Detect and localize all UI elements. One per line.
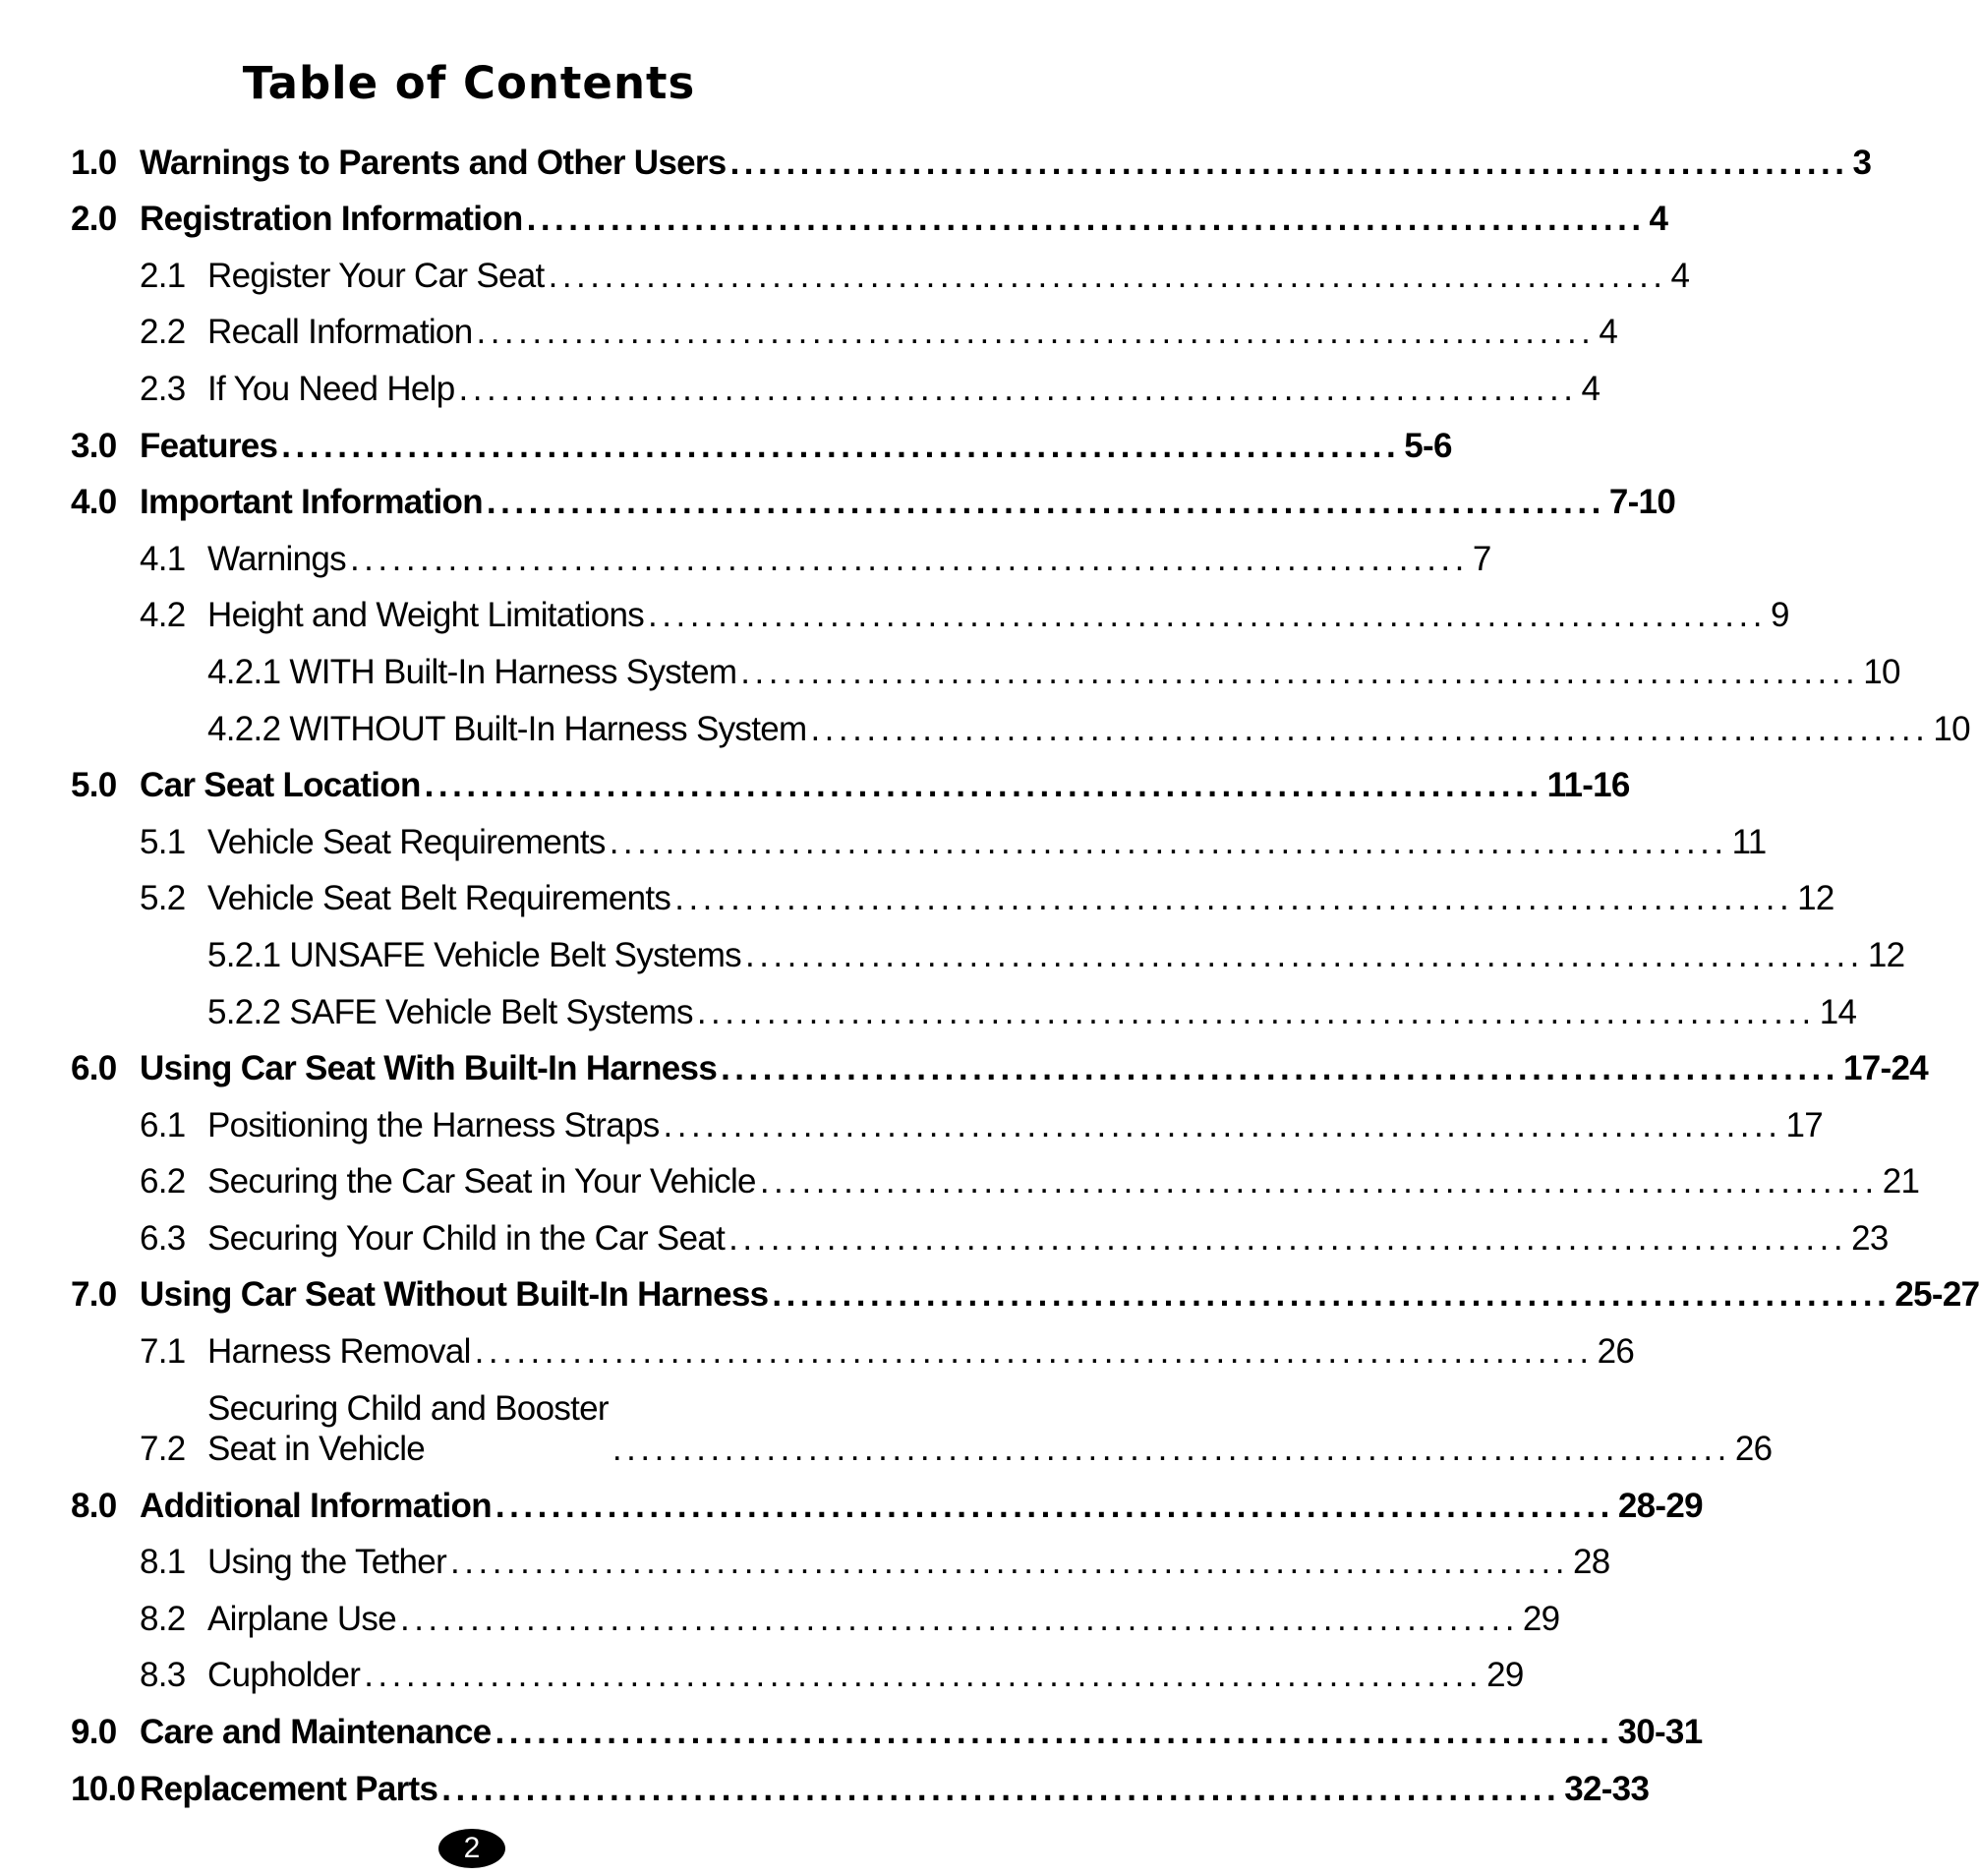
- page-title: Table of Contents: [242, 57, 696, 109]
- dot-leader: ................................................................................: [399, 1599, 1519, 1638]
- dot-leader: ................................................................................: [759, 1162, 1879, 1202]
- dot-leader: ................................................................................: [744, 935, 1864, 974]
- toc-entry-number: 5.1: [140, 822, 186, 861]
- toc-entry-label: WITHOUT Built-In Harness System: [289, 709, 807, 748]
- toc-entry-number: 3.0: [71, 426, 117, 465]
- toc-entry[interactable]: [71, 1752, 1650, 1809]
- dot-leader: ................................................................................: [729, 143, 1849, 182]
- dot-leader: ................................................................................: [611, 1430, 1731, 1469]
- toc-entry-page: 7: [1472, 539, 1491, 578]
- dot-leader: ................................................................................: [349, 539, 1469, 578]
- toc-entry-page: 4: [1581, 369, 1601, 408]
- toc-entry[interactable]: [71, 1202, 1889, 1259]
- toc-entry-page: 25-27: [1894, 1275, 1979, 1315]
- toc-entry-label: Important Information: [140, 483, 483, 522]
- toc-entry[interactable]: [71, 1526, 1610, 1583]
- toc-entry-number: 1.0: [71, 143, 117, 182]
- toc-entry[interactable]: [71, 1032, 1929, 1089]
- dot-leader: ................................................................................: [810, 709, 1930, 748]
- toc-entry-page: 28: [1572, 1543, 1610, 1582]
- toc-entry-page: 7-10: [1608, 483, 1676, 522]
- dot-leader: ................................................................................: [424, 766, 1543, 805]
- toc-entry-label: Cupholder: [207, 1656, 361, 1695]
- dot-leader: ................................................................................: [476, 313, 1596, 352]
- toc-entry-label: SAFE Vehicle Belt Systems: [289, 992, 693, 1031]
- toc-entry-number: 5.2.1: [207, 935, 281, 974]
- toc-entry-page: 9: [1770, 596, 1789, 635]
- toc-entry-page: 12: [1797, 879, 1834, 918]
- toc-entry-page: 32-33: [1564, 1769, 1650, 1808]
- dot-leader: ................................................................................: [609, 822, 1728, 861]
- dot-leader: ................................................................................: [696, 992, 1816, 1031]
- toc-entry-label: Securing Your Child in the Car Seat: [207, 1218, 726, 1258]
- toc-entry-number: 8.3: [140, 1656, 186, 1695]
- toc-entry[interactable]: [71, 635, 1900, 692]
- toc-entry-page: 26: [1734, 1430, 1773, 1469]
- toc-entry-number: 8.1: [140, 1543, 186, 1582]
- toc-entry-label: Warnings: [207, 539, 346, 578]
- toc-entry[interactable]: [71, 975, 1857, 1032]
- toc-entry-page: 21: [1882, 1162, 1920, 1202]
- dot-leader: ................................................................................: [458, 369, 1578, 408]
- toc-entry-number: 6.3: [140, 1218, 186, 1258]
- toc-entry[interactable]: [71, 1695, 1703, 1752]
- dot-leader: ................................................................................: [495, 1713, 1614, 1752]
- dot-leader: ................................................................................: [450, 1543, 1569, 1582]
- dot-leader: ................................................................................: [548, 256, 1667, 295]
- toc-entry-page: 14: [1819, 992, 1857, 1031]
- toc-entry-page: 5-6: [1404, 426, 1452, 465]
- toc-entry-number: 2.2: [140, 313, 186, 352]
- dot-leader: ................................................................................: [728, 1218, 1848, 1258]
- toc-entry-number: 2.1: [140, 256, 186, 295]
- toc-entry-page: 11-16: [1546, 766, 1630, 805]
- toc-entry-label: WITH Built-In Harness System: [289, 652, 737, 691]
- toc-entry-label: Care and Maintenance: [140, 1713, 492, 1752]
- toc-entry-label: Harness Removal: [207, 1332, 471, 1372]
- toc-entry-number: 4.2.2: [207, 709, 281, 748]
- toc-entry[interactable]: [71, 1639, 1524, 1696]
- toc-entry-label: Vehicle Seat Requirements: [207, 822, 606, 861]
- toc-entry[interactable]: [71, 409, 1452, 466]
- toc-entry-number: 9.0: [71, 1713, 117, 1752]
- toc-entry-page: 11: [1731, 822, 1767, 861]
- toc-entry-label: Register Your Car Seat: [207, 256, 545, 295]
- toc-entry-page: 29: [1522, 1599, 1560, 1638]
- toc-entry-label: Replacement Parts: [140, 1769, 438, 1808]
- toc-entry-label: Securing the Car Seat in Your Vehicle: [207, 1162, 756, 1202]
- toc-entry-page: 4: [1670, 256, 1690, 295]
- toc-entry[interactable]: [71, 466, 1676, 523]
- toc-entry-number: 4.2: [140, 596, 186, 635]
- toc-entry-number: 4.2.1: [207, 652, 281, 691]
- table-of-contents: [71, 126, 1979, 1809]
- toc-entry-number: 4.1: [140, 539, 186, 578]
- dot-leader: ................................................................................: [663, 1105, 1782, 1144]
- toc-entry-number: 6.2: [140, 1162, 186, 1202]
- toc-entry-label: [207, 1388, 609, 1469]
- dot-leader: ................................................................................: [740, 652, 1860, 691]
- dot-leader: ................................................................................: [772, 1275, 1892, 1315]
- dot-leader: ................................................................................: [495, 1486, 1614, 1525]
- toc-entry-number: 6.0: [71, 1049, 117, 1088]
- toc-entry[interactable]: [71, 918, 1905, 975]
- dot-leader: ................................................................................: [648, 596, 1767, 635]
- toc-entry-label: Recall Information: [207, 313, 473, 352]
- toc-entry-label: Height and Weight Limitations: [207, 596, 645, 635]
- toc-entry-label-line1: Securing Child and Booster: [207, 1389, 609, 1429]
- toc-entry[interactable]: [71, 126, 1872, 183]
- toc-entry-page: 28-29: [1617, 1486, 1703, 1525]
- toc-entry[interactable]: [71, 352, 1601, 409]
- toc-entry-label: Car Seat Location: [140, 766, 421, 805]
- dot-leader: ................................................................................: [364, 1656, 1484, 1695]
- toc-entry[interactable]: [71, 1259, 1979, 1316]
- toc-entry-label: Registration Information: [140, 200, 523, 239]
- toc-entry-label: If You Need Help: [207, 369, 455, 408]
- toc-entry-label: Features: [140, 426, 278, 465]
- toc-entry-number: 10.0: [71, 1769, 136, 1808]
- toc-entry-label-line2: Seat in Vehicle: [207, 1430, 426, 1469]
- toc-entry[interactable]: [71, 1315, 1635, 1372]
- toc-entry-number: 2.3: [140, 369, 186, 408]
- toc-entry-label: Using the Tether: [207, 1543, 447, 1582]
- dot-leader: ................................................................................: [441, 1769, 1561, 1808]
- dot-leader: ................................................................................: [674, 879, 1794, 918]
- toc-entry-number: 8.0: [71, 1486, 117, 1525]
- toc-entry-label: Vehicle Seat Belt Requirements: [207, 879, 671, 918]
- dot-leader: ................................................................................: [474, 1332, 1594, 1372]
- toc-entry[interactable]: [71, 1372, 1773, 1469]
- toc-entry-label: Positioning the Harness Straps: [207, 1105, 660, 1144]
- toc-entry-number: 5.2.2: [207, 992, 281, 1031]
- toc-entry-label: Using Car Seat Without Built-In Harness: [140, 1275, 769, 1315]
- toc-entry-label: Airplane Use: [207, 1599, 396, 1638]
- toc-entry[interactable]: [71, 522, 1491, 579]
- dot-leader: ................................................................................: [721, 1049, 1840, 1088]
- toc-entry-page: 3: [1852, 143, 1872, 182]
- dot-leader: ................................................................................: [281, 426, 1401, 465]
- toc-entry-number: 8.2: [140, 1599, 186, 1638]
- toc-entry-page: 29: [1486, 1656, 1524, 1695]
- page-number-badge: 2: [438, 1829, 505, 1868]
- toc-entry-page: 10: [1933, 709, 1970, 748]
- toc-entry[interactable]: [71, 1582, 1560, 1639]
- toc-entry-page: 4: [1599, 313, 1618, 352]
- toc-entry-page: 12: [1867, 935, 1905, 974]
- toc-entry-number: 7.2: [140, 1430, 186, 1469]
- toc-entry[interactable]: [71, 183, 1668, 240]
- toc-entry-label: UNSAFE Vehicle Belt Systems: [289, 935, 741, 974]
- toc-entry-page: 10: [1863, 652, 1900, 691]
- toc-entry-label: Warnings to Parents and Other Users: [140, 143, 727, 182]
- toc-entry-page: 30-31: [1617, 1713, 1703, 1752]
- toc-entry-number: 2.0: [71, 200, 117, 239]
- toc-entry-number: 5.2: [140, 879, 186, 918]
- toc-entry-number: 5.0: [71, 766, 117, 805]
- toc-entry[interactable]: [71, 692, 1970, 749]
- toc-entry[interactable]: [71, 1469, 1703, 1526]
- dot-leader: ................................................................................: [486, 483, 1605, 522]
- toc-entry-label: Using Car Seat With Built-In Harness: [140, 1049, 718, 1088]
- toc-entry-page: 17: [1785, 1105, 1824, 1144]
- toc-entry-page: 26: [1597, 1332, 1635, 1372]
- toc-entry[interactable]: [71, 805, 1767, 862]
- toc-entry[interactable]: [71, 862, 1834, 919]
- toc-entry-page: 23: [1851, 1218, 1889, 1258]
- toc-entry[interactable]: [71, 296, 1618, 353]
- toc-entry-label: Additional Information: [140, 1486, 492, 1525]
- toc-entry-number: 7.1: [140, 1332, 186, 1372]
- toc-entry-number: 7.0: [71, 1275, 117, 1315]
- toc-entry[interactable]: [71, 749, 1630, 806]
- toc-entry[interactable]: [71, 1088, 1824, 1145]
- toc-entry-page: 4: [1649, 200, 1668, 239]
- toc-entry-page: 17-24: [1843, 1049, 1929, 1088]
- toc-entry[interactable]: [71, 579, 1789, 636]
- toc-entry[interactable]: [71, 239, 1690, 296]
- dot-leader: ................................................................................: [526, 200, 1646, 239]
- toc-entry-number: 4.0: [71, 483, 117, 522]
- toc-entry[interactable]: [71, 1145, 1920, 1202]
- toc-entry-number: 6.1: [140, 1105, 186, 1144]
